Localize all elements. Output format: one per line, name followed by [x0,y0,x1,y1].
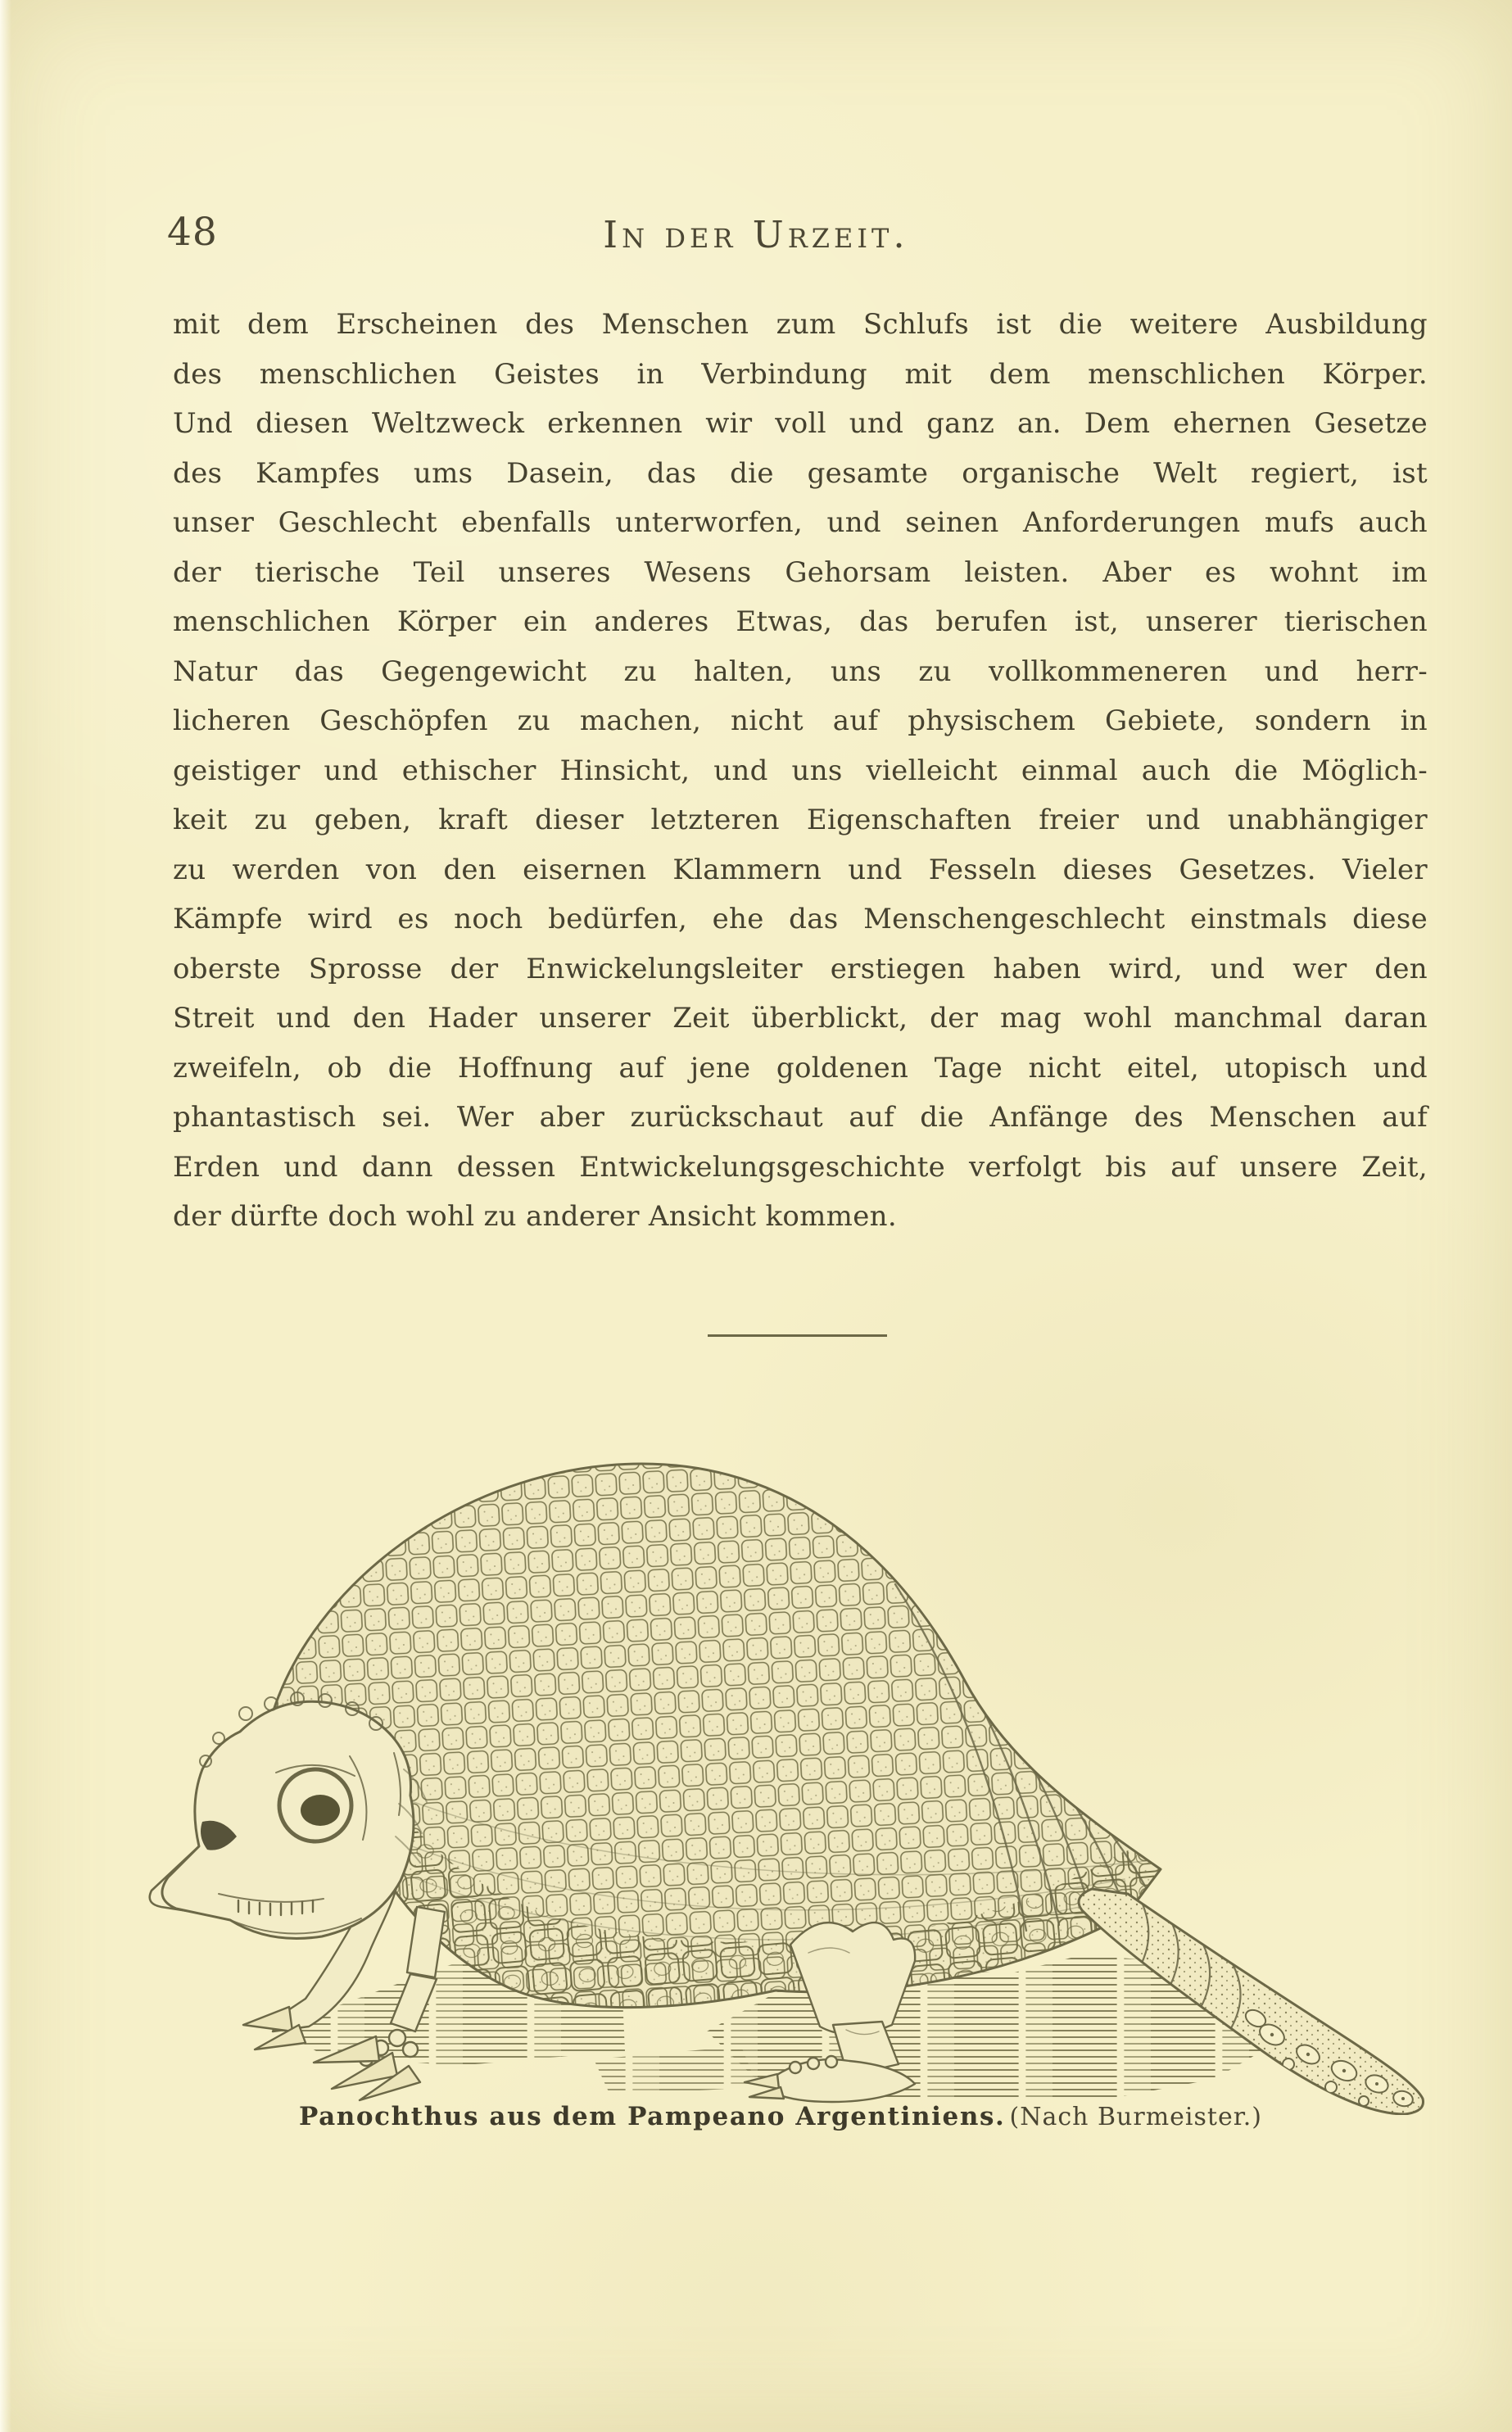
text-line: der dürfte doch wohl zu anderer Ansicht kommen. [173,1200,897,1233]
text-line: oberste Sprosse der Enwickelungsleiter erstiegen haben wird, und wer den [173,952,1428,985]
skull [150,1692,427,1939]
text-line: mit dem Erscheinen des Menschen zum Schlufs ist die weitere Ausbildung [173,308,1428,341]
text-line: der tierische Teil unseres Wesens Gehorsam leisten. Aber es wohnt im [173,555,1428,589]
running-title: In der Urzeit. [603,213,909,256]
text-line: Kämpfe wird es noch bedürfen, ehe das Menschengeschlecht einstmals diese [173,903,1428,935]
body-text [173,300,1428,1242]
text-line: phantastisch sei. Wer aber zurückschaut auf die Anfänge des Menschen auf [173,1101,1428,1134]
text-line: licheren Geschöpfen zu machen, nicht auf physischem Gebiete, sondern in [173,704,1428,737]
text-line: zweifeln, ob die Hoffnung auf jene goldenen Tage nicht eitel, utopisch und [173,1051,1428,1085]
text-line: menschlichen Körper ein anderes Etwas, das berufen ist, unserer tierischen [173,605,1428,638]
text-line: Natur das Gegengewicht zu halten, uns zu vollkommeneren und herr- [173,654,1428,688]
caption-main: Panochthus aus dem Pampeano Argentiniens. [299,2102,1006,2131]
text-line: zu werden von den eisernen Klammern und Fesseln dieses Gesetzes. Vieler [173,853,1428,886]
text-line: keit zu geben, kraft dieser letzteren Eigenschaften freier und unabhängiger [173,804,1428,836]
scan-edge [0,0,11,2432]
text-line: Und diesen Weltzweck erkennen wir voll und ganz an. Dem ehernen Gesetze [173,407,1428,440]
section-divider [708,1334,887,1337]
figure-caption [49,2102,1512,2131]
carapace [269,1464,1166,2008]
text-line: unser Geschlecht ebenfalls unterworfen, und seinen Anforderungen mufs auch [173,506,1428,539]
panochthus-engraving [70,1452,1454,2115]
text-line: des Kampfes ums Dasein, das die gesamte organische Welt regiert, ist [173,456,1428,490]
caption-source: (Nach Burmeister.) [1009,2103,1262,2131]
page-number: 48 [167,210,218,255]
text-line: Streit und den Hader unserer Zeit überblickt, der mag wohl manchmal daran [173,1002,1428,1035]
text-line: des menschlichen Geistes in Verbindung mit dem menschlichen Körper. [173,357,1428,391]
text-line: Erden und dann dessen Entwickelungsgeschichte verfolgt bis auf unsere Zeit, [173,1150,1428,1184]
text-line: geistiger und ethischer Hinsicht, und uns vielleicht einmal auch die Möglich- [173,754,1428,787]
